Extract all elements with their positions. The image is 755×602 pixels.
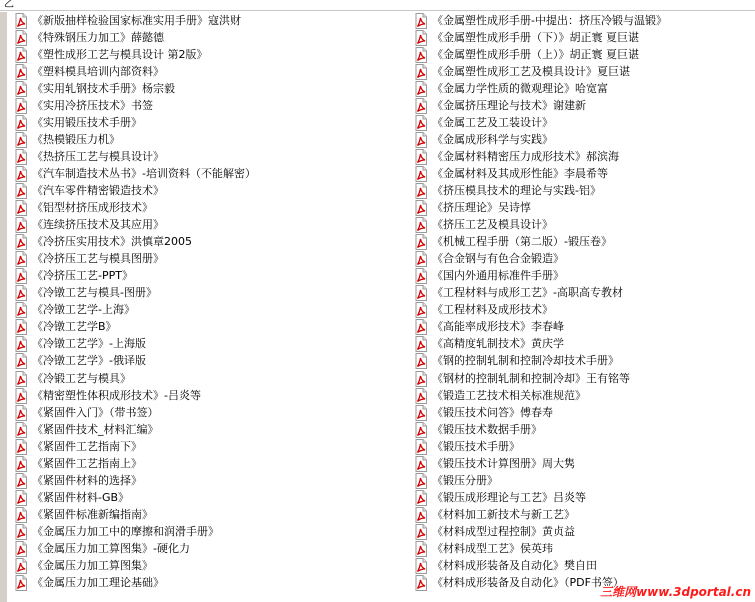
file-name: 《金属力学性质的微观理论》哈宽富	[432, 81, 608, 95]
left-file-item[interactable]	[13, 63, 408, 80]
watermark: 三维网www.3dportal.cn	[600, 585, 751, 599]
left-file-item[interactable]	[13, 148, 408, 165]
right-file-item[interactable]	[413, 319, 753, 336]
pdf-file-icon	[13, 115, 29, 131]
file-name: 《汽车零件精密锻造技术》	[32, 183, 164, 197]
left-file-item[interactable]	[13, 421, 408, 438]
pdf-file-icon	[413, 507, 429, 523]
left-file-item[interactable]	[13, 575, 408, 592]
file-name: 《材料成形装备及自动化》（PDF书签）	[432, 576, 624, 590]
file-name: 《挤压模具技术的理论与实践-铝》	[432, 183, 601, 197]
pdf-file-icon	[13, 541, 29, 557]
pdf-file-icon	[413, 302, 429, 318]
left-file-item[interactable]	[13, 370, 408, 387]
left-file-item[interactable]	[13, 12, 408, 29]
pdf-file-icon	[413, 456, 429, 472]
file-name: 《合金钢与有色合金锻造》	[432, 252, 564, 266]
file-name: 《新版抽样检验国家标准实用手册》寇洪财	[32, 13, 241, 27]
pdf-file-icon	[13, 285, 29, 301]
file-name: 《金属压力加工算图集》	[32, 559, 153, 573]
right-file-item[interactable]	[413, 404, 753, 421]
left-file-item[interactable]	[13, 302, 408, 319]
right-file-item[interactable]	[413, 472, 753, 489]
left-file-item[interactable]	[13, 200, 408, 217]
left-file-item[interactable]	[13, 336, 408, 353]
right-file-item[interactable]	[413, 200, 753, 217]
pdf-file-icon	[13, 473, 29, 489]
left-file-item[interactable]	[13, 268, 408, 285]
right-file-item[interactable]	[413, 148, 753, 165]
file-name: 《特殊钢压力加工》薛懿德	[32, 30, 164, 44]
pdf-file-icon	[413, 234, 429, 250]
left-file-item[interactable]	[13, 489, 408, 506]
file-name: 《紧固件工艺指南下》	[32, 439, 142, 453]
left-file-item[interactable]	[13, 472, 408, 489]
pdf-file-icon	[13, 439, 29, 455]
pdf-file-icon	[13, 132, 29, 148]
left-file-item[interactable]	[13, 523, 408, 540]
pdf-file-icon	[413, 64, 429, 80]
right-file-item[interactable]	[413, 370, 753, 387]
left-file-item[interactable]	[13, 165, 408, 182]
left-file-item[interactable]	[13, 404, 408, 421]
file-name: 《材料成型工艺》侯英玮	[432, 541, 553, 555]
file-name: 《紧固件材料的选择》	[32, 473, 142, 487]
right-file-item[interactable]	[413, 540, 753, 557]
file-name: 《锻造工艺技术相关标准规范》	[432, 388, 586, 402]
right-file-item[interactable]	[413, 285, 753, 302]
left-file-item[interactable]	[13, 80, 408, 97]
file-column-left	[13, 12, 408, 592]
file-name: 《塑料模具培训内部资料》	[32, 64, 164, 78]
pdf-file-icon	[413, 388, 429, 404]
right-file-item[interactable]	[413, 336, 753, 353]
path-header	[0, 0, 755, 11]
left-file-item[interactable]	[13, 438, 408, 455]
pdf-file-icon	[413, 149, 429, 165]
right-file-item[interactable]	[413, 217, 753, 234]
file-name: 《挤压工艺及模具设计》	[432, 218, 553, 232]
file-name: 《铝型材挤压成形技术》	[32, 201, 153, 215]
file-name: 《金属工艺及工装设计》	[432, 115, 553, 129]
file-name: 《锻压分册》	[432, 473, 498, 487]
pdf-file-icon	[13, 490, 29, 506]
left-file-item[interactable]	[13, 353, 408, 370]
pdf-file-icon	[13, 81, 29, 97]
left-file-item[interactable]	[13, 558, 408, 575]
file-name: 《锻压成形理论与工艺》吕炎等	[432, 490, 586, 504]
left-file-item[interactable]	[13, 29, 408, 46]
pdf-file-icon	[13, 456, 29, 472]
file-name: 《紧固件材料-GB》	[32, 490, 130, 504]
right-file-item[interactable]	[413, 438, 753, 455]
right-file-item[interactable]	[413, 506, 753, 523]
pdf-file-icon	[413, 319, 429, 335]
pdf-file-icon	[13, 251, 29, 267]
file-name: 《金属成形科学与实践》	[432, 132, 553, 146]
left-file-item[interactable]	[13, 540, 408, 557]
file-name: 《汽车制造技术丛书》-培训资料（不能解密）	[32, 166, 256, 180]
pdf-file-icon	[413, 490, 429, 506]
pdf-file-icon	[413, 251, 429, 267]
pdf-file-icon	[413, 439, 429, 455]
pdf-file-icon	[413, 166, 429, 182]
right-file-item[interactable]	[413, 558, 753, 575]
file-name: 《工程材料及成形技术》	[432, 303, 553, 317]
right-file-item[interactable]	[413, 421, 753, 438]
file-name: 《工程材料与成形工艺》-高职高专教材	[432, 286, 623, 300]
right-file-item[interactable]	[413, 387, 753, 404]
file-name: 《材料加工新技术与新工艺》	[432, 507, 575, 521]
pdf-file-icon	[413, 541, 429, 557]
file-name: 《高精度轧制技术》黄庆学	[432, 337, 564, 351]
file-name: 《锻压技术计算图册》周大隽	[432, 456, 575, 470]
pdf-file-icon	[13, 524, 29, 540]
right-file-item[interactable]	[413, 46, 753, 63]
right-file-item[interactable]	[413, 234, 753, 251]
file-name: 《冷镦工艺学》-俄译版	[32, 354, 146, 368]
file-name: 《金属挤压理论与技术》谢建新	[432, 98, 586, 112]
file-name: 《金属压力加工理论基础》	[32, 576, 164, 590]
left-file-item[interactable]	[13, 506, 408, 523]
left-file-item[interactable]	[13, 387, 408, 404]
left-file-item[interactable]	[13, 251, 408, 268]
right-file-item[interactable]	[413, 63, 753, 80]
pdf-file-icon	[413, 81, 429, 97]
left-scroll-strip	[0, 12, 7, 602]
pdf-file-icon	[413, 371, 429, 387]
file-name: 《冷镦工艺学》-上海版	[32, 337, 146, 351]
right-file-item[interactable]	[413, 131, 753, 148]
left-file-item[interactable]	[13, 46, 408, 63]
file-name: 《冷挤压实用技术》洪慎章2005	[32, 235, 192, 249]
file-name: 《材料成形装备及自动化》樊自田	[432, 559, 597, 573]
right-file-item[interactable]	[413, 251, 753, 268]
file-name: 《冷挤压工艺-PPT》	[32, 269, 133, 283]
pdf-file-icon	[13, 217, 29, 233]
file-name: 《冷镦工艺学B》	[32, 320, 117, 334]
pdf-file-icon	[413, 558, 429, 574]
pdf-file-icon	[13, 336, 29, 352]
pdf-file-icon	[413, 268, 429, 284]
right-file-item[interactable]	[413, 165, 753, 182]
left-file-item[interactable]	[13, 285, 408, 302]
pdf-file-icon	[13, 183, 29, 199]
file-name: 《塑性成形工艺与模具设计 第2版》	[32, 47, 208, 61]
file-name: 《紧固件技术_材料汇编》	[32, 422, 159, 436]
file-name: 《实用锻压技术手册》	[32, 115, 142, 129]
file-name: 《锻压技术数据手册》	[432, 422, 542, 436]
right-file-item[interactable]	[413, 302, 753, 319]
file-name: 《精密塑性体积成形技术》-吕炎等	[32, 388, 201, 402]
pdf-file-icon	[413, 132, 429, 148]
pdf-file-icon	[13, 558, 29, 574]
pdf-file-icon	[413, 183, 429, 199]
left-file-item[interactable]	[13, 217, 408, 234]
file-name: 《高能率成形技术》李春峰	[432, 320, 564, 334]
pdf-file-icon	[13, 268, 29, 284]
left-file-item[interactable]	[13, 319, 408, 336]
pdf-file-icon	[13, 47, 29, 63]
right-file-item[interactable]	[413, 114, 753, 131]
file-name: 《机械工程手册（第二版）-锻压卷》	[432, 235, 612, 249]
right-file-item[interactable]	[413, 523, 753, 540]
pdf-file-icon	[413, 13, 429, 29]
pdf-file-icon	[13, 405, 29, 421]
pdf-file-icon	[413, 30, 429, 46]
header-text: 乙	[4, 0, 14, 10]
pdf-file-icon	[413, 200, 429, 216]
pdf-file-icon	[13, 388, 29, 404]
pdf-file-icon	[13, 302, 29, 318]
pdf-file-icon	[413, 98, 429, 114]
left-file-item[interactable]	[13, 234, 408, 251]
file-name: 《钢材的控制轧制和控制冷却》王有铭等	[432, 371, 630, 385]
right-file-item[interactable]	[413, 455, 753, 472]
pdf-file-icon	[413, 405, 429, 421]
right-file-item[interactable]	[413, 182, 753, 199]
file-name: 《金属压力加工算图集》-硬化力	[32, 541, 190, 555]
pdf-file-icon	[13, 422, 29, 438]
file-name: 《热挤压工艺与模具设计》	[32, 149, 164, 163]
pdf-file-icon	[13, 353, 29, 369]
file-name: 《金属塑性成形手册（下）》胡正寰 夏巨谌	[432, 30, 639, 44]
file-name: 《冷镦工艺与模具-图册》	[32, 286, 157, 300]
file-column-right	[413, 12, 753, 592]
file-name: 《金属塑性成形手册-中提出：挤压冷锻与温锻》	[432, 13, 667, 27]
file-name: 《挤压理论》吴诗惇	[432, 201, 531, 215]
pdf-file-icon	[413, 353, 429, 369]
pdf-file-icon	[13, 371, 29, 387]
right-file-item[interactable]	[413, 353, 753, 370]
right-file-item[interactable]	[413, 268, 753, 285]
pdf-file-icon	[413, 422, 429, 438]
right-file-item[interactable]	[413, 29, 753, 46]
pdf-file-icon	[13, 507, 29, 523]
pdf-file-icon	[13, 575, 29, 591]
pdf-file-icon	[413, 115, 429, 131]
pdf-file-icon	[13, 30, 29, 46]
file-name: 《钢的控制轧制和控制冷却技术手册》	[432, 354, 619, 368]
file-name: 《锻压技术问答》傅春寿	[432, 405, 553, 419]
file-name: 《金属压力加工中的摩擦和润滑手册》	[32, 524, 219, 538]
pdf-file-icon	[13, 166, 29, 182]
pdf-file-icon	[413, 47, 429, 63]
pdf-file-icon	[413, 575, 429, 591]
file-name: 《金属材料及其成形性能》李晨希等	[432, 166, 608, 180]
left-file-item[interactable]	[13, 455, 408, 472]
pdf-file-icon	[13, 234, 29, 250]
right-file-item[interactable]	[413, 80, 753, 97]
file-name: 《金属塑性成形手册（上）》胡正寰 夏巨谌	[432, 47, 639, 61]
pdf-file-icon	[13, 98, 29, 114]
file-name: 《金属材料精密压力成形技术》郝滨海	[432, 149, 619, 163]
file-name: 《紧固件入门》（带书签）	[32, 405, 159, 419]
file-name: 《紧固件标准新编指南》	[32, 507, 153, 521]
left-file-item[interactable]	[13, 114, 408, 131]
file-name: 《国内外通用标准件手册》	[432, 269, 564, 283]
pdf-file-icon	[13, 200, 29, 216]
pdf-file-icon	[413, 285, 429, 301]
pdf-file-icon	[13, 149, 29, 165]
left-file-item[interactable]	[13, 131, 408, 148]
file-name: 《金属塑性成形工艺及模具设计》夏巨谌	[432, 64, 630, 78]
left-file-item[interactable]	[13, 97, 408, 114]
file-name: 《紧固件工艺指南上》	[32, 456, 142, 470]
pdf-file-icon	[413, 217, 429, 233]
pdf-file-icon	[13, 319, 29, 335]
file-name: 《冷锻工艺与模具》	[32, 371, 131, 385]
pdf-file-icon	[13, 64, 29, 80]
right-file-item[interactable]	[413, 12, 753, 29]
file-name: 《实用轧钢技术手册》杨宗毅	[32, 81, 175, 95]
file-name: 《材料成型过程控制》黄贞益	[432, 524, 575, 538]
left-file-item[interactable]	[13, 182, 408, 199]
file-name: 《锻压技术手册》	[432, 439, 520, 453]
file-name: 《冷镦工艺学-上海》	[32, 303, 135, 317]
right-file-item[interactable]	[413, 97, 753, 114]
file-name: 《实用冷挤压技术》书签	[32, 98, 153, 112]
pdf-file-icon	[413, 524, 429, 540]
pdf-file-icon	[13, 13, 29, 29]
file-name: 《连续挤压技术及其应用》	[32, 218, 164, 232]
right-file-item[interactable]	[413, 489, 753, 506]
file-name: 《热模锻压力机》	[32, 132, 120, 146]
pdf-file-icon	[413, 473, 429, 489]
file-name: 《冷挤压工艺与模具图册》	[32, 252, 164, 266]
pdf-file-icon	[413, 336, 429, 352]
